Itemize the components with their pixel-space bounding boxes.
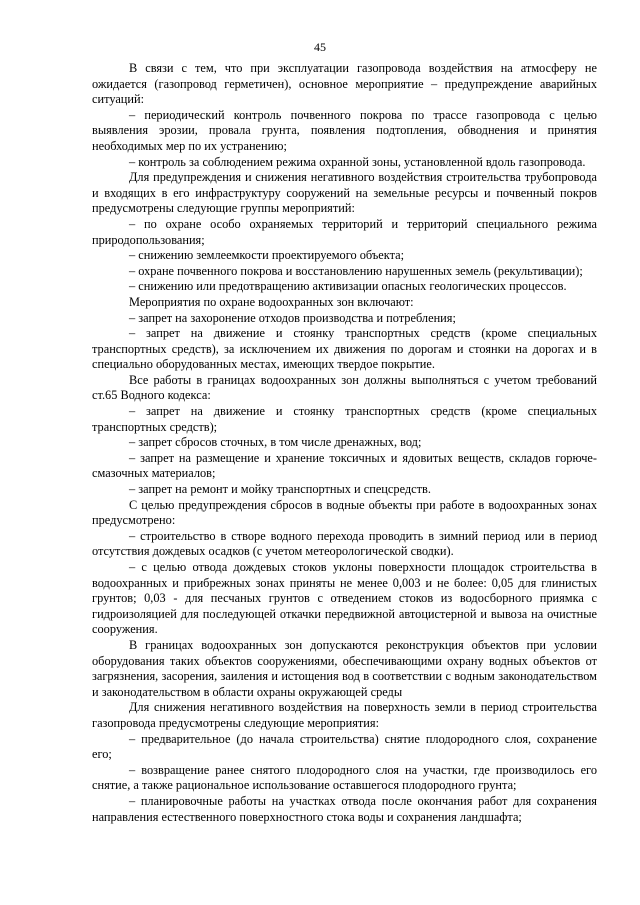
page-number: 45 xyxy=(314,40,326,54)
paragraph: Для снижения негативного воздействия на поверхность земли в период строительства газопровода предусмотрены следующие мероприятия: xyxy=(92,700,597,730)
list-item: – запрет на движение и стоянку транспортных средств (кроме специальных транспортных средств), за исключением их движения по дорогам и стоянки на дорогах и в специально оборудованных местах, имеющих твердое покрытие. xyxy=(92,326,597,372)
list-item: – с целью отвода дождевых стоков уклоны поверхности площадок строительства в водоохранных и прибрежных зонах приняты не менее 0,003 и не более: 0,05 для глинистых грунтов; 0,03 - для песчаных грунтов с отведением стоков из водосборного приямка с гидроизоляцией для последующей откачки передвижной автоцистерной и вывоза на очистные сооружения. xyxy=(92,560,597,637)
paragraph: В границах водоохранных зон допускаются реконструкция объектов при условии оборудования таких объектов сооружениями, обеспечивающими охрану водных объектов от загрязнения, засорения, заиления и истощения вод в соответствии с водным законодательством и законодательством в области охраны окружающей среды xyxy=(92,637,597,699)
paragraph: Все работы в границах водоохранных зон должны выполняться с учетом требований ст.65 Водного кодекса: xyxy=(92,372,597,403)
list-item: – запрет на размещение и хранение токсичных и ядовитых веществ, складов горюче-смазочных материалов; xyxy=(92,450,597,481)
list-item: – запрет на захоронение отходов производства и потребления; xyxy=(129,310,456,325)
list-item: – по охране особо охраняемых территорий и территорий специального режима природопользования; xyxy=(92,216,597,247)
body-text xyxy=(92,61,597,825)
list-item: – запрет на движение и стоянку транспортных средств (кроме специальных транспортных средств); xyxy=(92,404,597,434)
list-item: – снижению землеемкости проектируемого объекта; xyxy=(129,248,405,263)
list-item: – строительство в створе водного перехода проводить в зимний период или в период отсутствия дождевых осадков (с учетом метеорологической сводки). xyxy=(92,528,597,559)
list-item: – запрет сбросов сточных, в том числе дренажных, вод; xyxy=(129,435,422,450)
paragraph: В связи с тем, что при эксплуатации газопровода воздействия на атмосферу не ожидается (газопровод герметичен), основное мероприятие – предупреждение аварийных ситуаций: xyxy=(92,61,597,107)
paragraph: Мероприятия по охране водоохранных зон включают: xyxy=(129,294,414,309)
list-item: – предварительное (до начала строительства) снятие плодородного слоя, сохранение его; xyxy=(92,731,597,762)
list-item: – охране почвенного покрова и восстановлению нарушенных земель (рекультивации); xyxy=(129,263,583,278)
list-item: – планировочные работы на участках отвода после окончания работ для сохранения направления естественного поверхностного стока воды и сохранения ландшафта; xyxy=(92,793,597,824)
paragraph: С целью предупреждения сбросов в водные объекты при работе в водоохранных зонах предусмотрено: xyxy=(92,497,597,528)
list-item: – контроль за соблюдением режима охранной зоны, установленной вдоль газопровода. xyxy=(129,154,586,169)
list-item: – возвращение ранее снятого плодородного слоя на участки, где производилось его снятие, а также рациональное использование оставшегося плодородного грунта; xyxy=(92,762,597,793)
list-item: – снижению или предотвращению активизации опасных геологических процессов. xyxy=(129,279,567,294)
paragraph: Для предупреждения и снижения негативного воздействия строительства трубопровода и входящих в его инфраструктуру сооружений на земельные ресурсы и почвенный покров предусмотрены следующие группы мероприятий: xyxy=(92,170,597,216)
list-item: – запрет на ремонт и мойку транспортных и спецсредств. xyxy=(129,482,431,497)
list-item: – периодический контроль почвенного покрова по трассе газопровода с целью выявления эрозии, провала грунта, появления подтопления, обводнения и принятия необходимых мер по их устранению; xyxy=(92,107,597,153)
